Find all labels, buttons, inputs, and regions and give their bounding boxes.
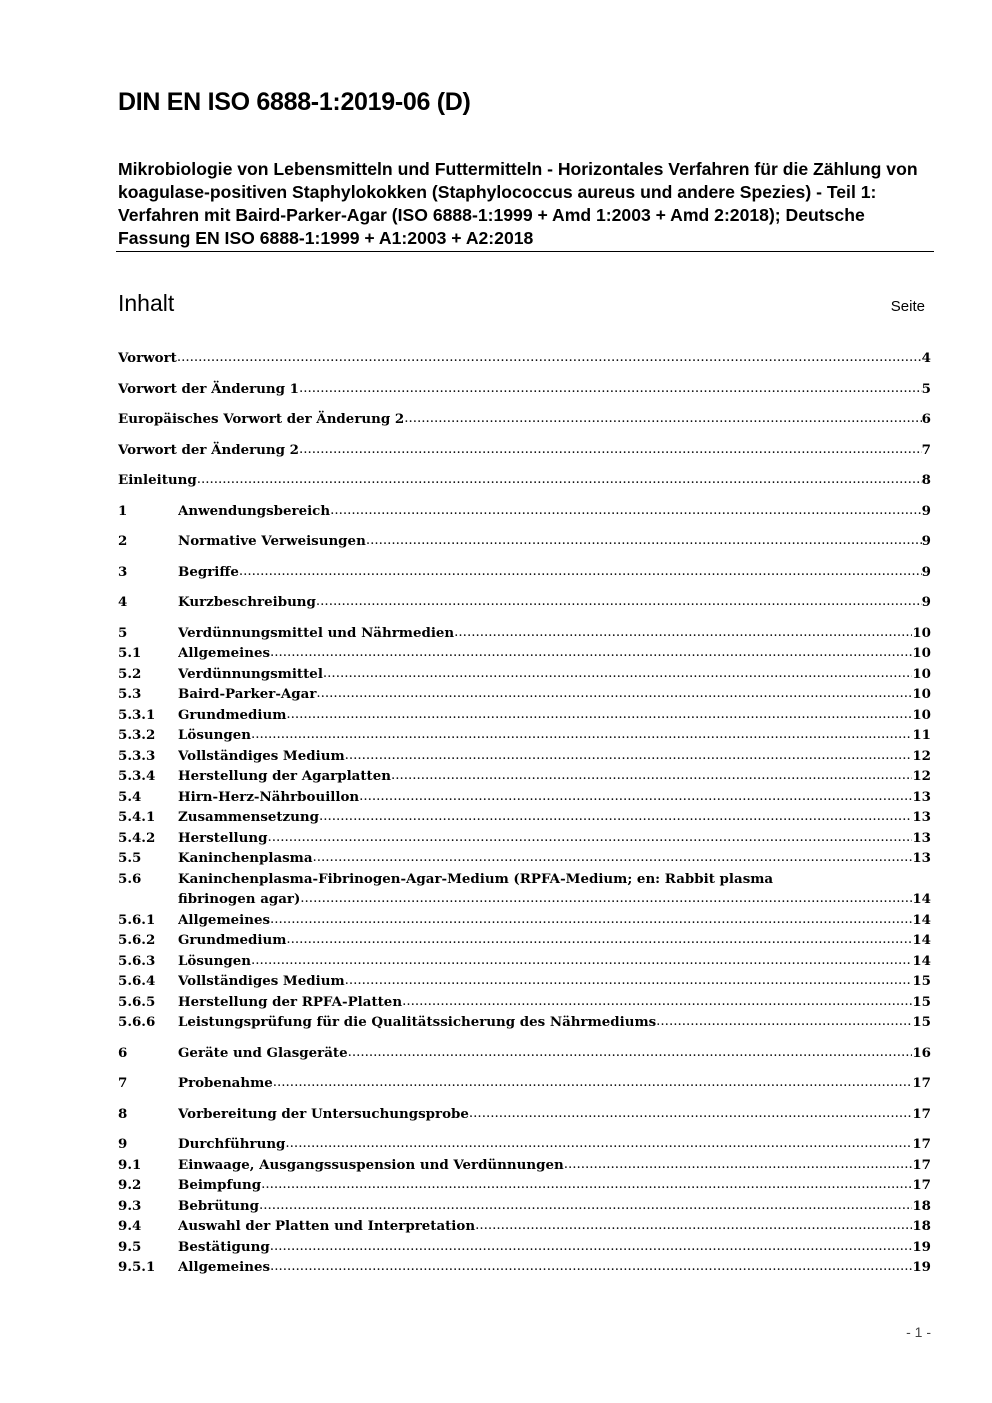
toc-entry-number: 8 <box>118 1105 128 1122</box>
table-of-contents <box>118 348 931 1278</box>
toc-entry-2[interactable] <box>118 531 931 552</box>
toc-entry-title: Herstellung <box>178 829 268 846</box>
toc-entry-page: 14 <box>912 891 931 907</box>
toc-entry-europaeisches-vorwort[interactable] <box>118 409 931 430</box>
toc-entry-5-6-4[interactable] <box>118 971 931 992</box>
toc-entry-page: 18 <box>912 1197 931 1214</box>
toc-entry-number: 5.5 <box>118 850 142 866</box>
toc-entry-title: Durchführung <box>178 1136 286 1152</box>
toc-entry-vorwort-aenderung-1[interactable] <box>118 379 931 400</box>
toc-entry-title: Lösungen <box>178 952 251 969</box>
toc-entry-page: 17 <box>912 1136 931 1152</box>
toc-entry-6[interactable] <box>118 1043 931 1064</box>
toc-entry-number: 6 <box>118 1044 128 1061</box>
toc-entry-page: 17 <box>912 1105 931 1122</box>
toc-entry-number: 9.5 <box>118 1238 142 1255</box>
toc-entry-page: 12 <box>912 768 931 784</box>
toc-entry-title: Grundmedium <box>178 932 287 948</box>
toc-entry-title: Vorwort der Änderung 2 <box>118 441 299 458</box>
toc-entry-page: 6 <box>921 411 931 427</box>
toc-entry-1[interactable] <box>118 501 931 522</box>
toc-entry-title: Auswahl der Platten und Interpretation <box>178 1218 476 1234</box>
toc-entry-page: 17 <box>912 1156 931 1173</box>
toc-entry-5-6-2[interactable] <box>118 930 931 951</box>
toc-entry-page: 9 <box>921 533 931 549</box>
toc-entry-title: Kaninchenplasma <box>178 850 313 866</box>
toc-entry-5-3-1[interactable] <box>118 705 931 726</box>
toc-entry-number: 9.2 <box>118 1177 142 1193</box>
toc-entry-5-6-3[interactable] <box>118 951 931 972</box>
document-id: DIN EN ISO 6888-1:2019-06 (D) <box>118 88 471 116</box>
toc-entry-vorwort[interactable] <box>118 348 931 369</box>
toc-entry-page: 11 <box>912 727 931 743</box>
toc-entry-page: 16 <box>912 1044 931 1061</box>
toc-entry-title: Europäisches Vorwort der Änderung 2 <box>118 411 405 427</box>
toc-entry-page: 13 <box>912 829 931 846</box>
toc-entry-9-2[interactable] <box>118 1175 931 1196</box>
toc-entry-number: 5.3.1 <box>118 706 156 723</box>
toc-entry-number: 5 <box>118 624 128 641</box>
toc-entry-page: 9 <box>921 502 931 519</box>
toc-entry-title: Zusammensetzung <box>178 809 320 825</box>
toc-entry-9-1[interactable] <box>118 1155 931 1176</box>
toc-entry-number: 5.4 <box>118 788 142 805</box>
toc-entry-page: 14 <box>912 932 931 948</box>
toc-entry-9-5-1[interactable] <box>118 1257 931 1278</box>
toc-entry-number: 5.6 <box>118 870 142 887</box>
toc-entry-number: 5.6.3 <box>118 952 156 969</box>
toc-entry-5-6-6[interactable] <box>118 1012 931 1033</box>
toc-entry-page: 15 <box>912 993 931 1010</box>
toc-entry-number: 5.6.1 <box>118 911 156 928</box>
toc-entry-3[interactable] <box>118 562 931 583</box>
toc-entry-number: 5.3.4 <box>118 768 156 784</box>
toc-entry-page: 17 <box>912 1177 931 1193</box>
toc-entry-title: Kurzbeschreibung <box>178 594 316 610</box>
toc-entry-5-6[interactable] <box>118 869 931 910</box>
toc-entry-title: Probenahme <box>178 1075 273 1091</box>
toc-entry-page: 17 <box>912 1075 931 1091</box>
toc-entry-9-5[interactable] <box>118 1237 931 1258</box>
toc-entry-number: 5.3 <box>118 686 142 702</box>
toc-entry-page: 5 <box>921 380 931 397</box>
toc-entry-5-3-4[interactable] <box>118 766 931 787</box>
toc-entry-page: 10 <box>912 706 931 723</box>
toc-entry-page: 8 <box>921 472 931 488</box>
toc-entry-page: 9 <box>921 563 931 580</box>
toc-entry-7[interactable] <box>118 1073 931 1094</box>
toc-entry-page: 13 <box>912 850 931 866</box>
toc-entry-number: 9.1 <box>118 1156 142 1173</box>
document-title: Mikrobiologie von Lebensmitteln und Futtermitteln - Horizontales Verfahren für die Zählung von koagulase-positiven Staphylokokken (Staphylococcus aureus und andere Spezies) - Teil 1: Verfahren mit Baird-Parker-Agar (ISO 6888-1:1999 + Amd 1:2003 + Amd 2:2018); Deutsche Fassung EN ISO 6888-1:1999 + A1:2003 + A2:2018 <box>118 159 918 248</box>
toc-entry-page: 14 <box>912 911 931 928</box>
toc-entry-9-4[interactable] <box>118 1216 931 1237</box>
toc-entry-title: Herstellung der Agarplatten <box>178 768 391 784</box>
toc-entry-number: 9.4 <box>118 1218 142 1234</box>
toc-entry-title: Anwendungsbereich <box>178 502 331 519</box>
toc-entry-title: Geräte und Glasgeräte <box>178 1044 348 1061</box>
toc-entry-page: 4 <box>921 350 931 366</box>
toc-entry-title: Normative Verweisungen <box>178 533 366 549</box>
toc-entry-5-2[interactable] <box>118 664 931 685</box>
toc-entry-title: Grundmedium <box>178 706 287 723</box>
toc-entry-number: 5.3.3 <box>118 747 156 764</box>
toc-entry-9[interactable] <box>118 1134 931 1155</box>
toc-entry-page: 12 <box>912 747 931 764</box>
toc-entry-5-1[interactable] <box>118 643 931 664</box>
toc-entry-title: Bestätigung <box>178 1238 270 1255</box>
toc-entry-title: Einwaage, Ausgangssuspension und Verdünnungen <box>178 1156 564 1173</box>
toc-entry-title: Allgemeines <box>178 1259 271 1275</box>
toc-entry-title: Vorwort <box>118 350 177 366</box>
title-divider <box>116 251 934 252</box>
toc-entry-5-6-5[interactable] <box>118 992 931 1013</box>
toc-entry-page: 10 <box>912 645 931 661</box>
toc-entry-page: 19 <box>912 1238 931 1255</box>
toc-entry-page: 10 <box>912 686 931 702</box>
toc-entry-page: 13 <box>912 809 931 825</box>
toc-entry-number: 9 <box>118 1136 128 1152</box>
toc-entry-number: 5.4.1 <box>118 809 156 825</box>
toc-entry-number: 9.5.1 <box>118 1259 156 1275</box>
toc-entry-title: Vorbereitung der Untersuchungsprobe <box>178 1105 469 1122</box>
toc-entry-9-3[interactable] <box>118 1196 931 1217</box>
toc-entry-number: 5.2 <box>118 665 142 682</box>
toc-entry-title: Verdünnungsmittel <box>178 665 323 682</box>
toc-entry-title: Verdünnungsmittel und Nährmedien <box>178 624 455 641</box>
toc-entry-5-3-2[interactable] <box>118 725 931 746</box>
toc-entry-page: 7 <box>921 441 931 458</box>
toc-entry-5-4-2[interactable] <box>118 828 931 849</box>
toc-entry-title-line2: fibrinogen agar) <box>178 891 301 907</box>
toc-entry-5-3-3[interactable] <box>118 746 931 767</box>
toc-entry-title-line1: Kaninchenplasma-Fibrinogen-Agar-Medium (RPFA-Medium; en: Rabbit plasma <box>178 870 774 887</box>
page-number: - 1 - <box>906 1324 931 1340</box>
toc-entry-number: 5.1 <box>118 645 142 661</box>
toc-entry-5-3[interactable] <box>118 684 931 705</box>
toc-entry-page: 10 <box>912 665 931 682</box>
toc-entry-5-4[interactable] <box>118 787 931 808</box>
toc-entry-number: 1 <box>118 502 128 519</box>
toc-entry-title: Lösungen <box>178 727 251 743</box>
toc-entry-page: 18 <box>912 1218 931 1234</box>
toc-page-label: Seite <box>890 298 925 315</box>
toc-entry-title: Leistungsprüfung für die Qualitätssicherung des Nährmediums <box>178 1014 657 1030</box>
toc-entry-title: Einleitung <box>118 472 197 488</box>
toc-entry-title: Allgemeines <box>178 911 271 928</box>
toc-entry-number: 4 <box>118 594 128 610</box>
toc-entry-page: 13 <box>912 788 931 805</box>
toc-entry-title: Beimpfung <box>178 1177 262 1193</box>
toc-entry-einleitung[interactable] <box>118 470 931 491</box>
toc-entry-number: 5.6.4 <box>118 973 156 989</box>
toc-entry-5-5[interactable] <box>118 848 931 869</box>
toc-entry-title: Vollständiges Medium <box>178 747 345 764</box>
toc-entry-number: 9.3 <box>118 1197 142 1214</box>
toc-entry-4[interactable] <box>118 592 931 613</box>
toc-entry-page: 9 <box>921 594 931 610</box>
toc-entry-5-4-1[interactable] <box>118 807 931 828</box>
toc-entry-title: Herstellung der RPFA-Platten <box>178 993 403 1010</box>
toc-entry-page: 15 <box>912 1014 931 1030</box>
toc-entry-title: Hirn-Herz-Nährbouillon <box>178 788 360 805</box>
toc-entry-title: Baird-Parker-Agar <box>178 686 317 702</box>
toc-entry-8[interactable] <box>118 1104 931 1125</box>
toc-entry-title: Bebrütung <box>178 1197 260 1214</box>
toc-entry-page: 15 <box>912 973 931 989</box>
toc-heading: Inhalt <box>118 290 175 316</box>
toc-entry-number: 5.4.2 <box>118 829 156 846</box>
toc-entry-number: 5.6.5 <box>118 993 156 1010</box>
toc-entry-page: 19 <box>912 1259 931 1275</box>
toc-entry-number: 5.6.6 <box>118 1014 156 1030</box>
toc-entry-number: 5.3.2 <box>118 727 156 743</box>
toc-entry-vorwort-aenderung-2[interactable] <box>118 440 931 461</box>
toc-entry-number: 3 <box>118 563 128 580</box>
toc-entry-title: Allgemeines <box>178 645 271 661</box>
toc-entry-number: 2 <box>118 533 128 549</box>
toc-entry-title: Begriffe <box>178 563 239 580</box>
toc-entry-page: 14 <box>912 952 931 969</box>
toc-entry-title: Vollständiges Medium <box>178 973 345 989</box>
toc-entry-number: 7 <box>118 1075 128 1091</box>
toc-entry-title: Vorwort der Änderung 1 <box>118 380 299 397</box>
toc-entry-5-6-1[interactable] <box>118 910 931 931</box>
toc-entry-page: 10 <box>912 624 931 641</box>
toc-entry-number: 5.6.2 <box>118 932 156 948</box>
toc-entry-5[interactable] <box>118 623 931 644</box>
